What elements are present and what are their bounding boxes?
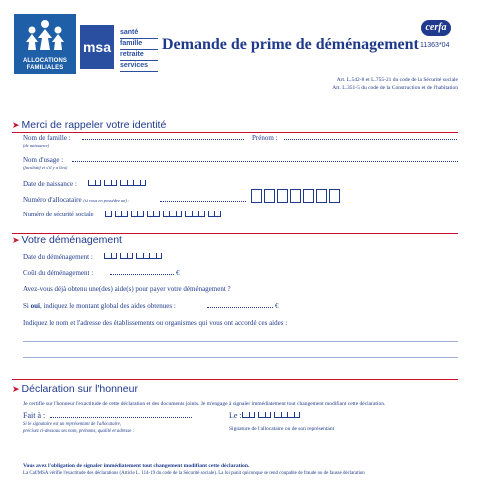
usage-name-field[interactable] — [72, 161, 458, 162]
section-divider — [12, 132, 458, 133]
usage-name-label: Nom d'usage : — [23, 156, 64, 164]
caf-people-icon — [22, 18, 68, 52]
caf-logo-text-2: FAMILIALES — [26, 65, 64, 71]
place-field[interactable] — [50, 417, 192, 418]
declaration-heading-text: Déclaration sur l'honneur — [21, 383, 138, 395]
last-name-note: (de naissance) — [23, 143, 50, 148]
organisms-label: Indiquez le nom et l'adresse des établissements ou organismes qui vous ont accordé ces aides : — [23, 319, 288, 327]
cerfa-badge: cerfa — [421, 20, 451, 36]
legal-reference: Art. L.351-5 du code de la Construction et de l'habitation — [332, 85, 458, 91]
usage-name-note: (facultatif et s'il y a lieu) — [23, 165, 68, 170]
birth-date-label: Date de naissance : — [23, 180, 77, 188]
declaration-section-heading — [12, 383, 138, 395]
caf-logo-text-1: ALLOCATIONS — [23, 58, 67, 64]
beneficiary-number-dots — [160, 201, 246, 202]
arrow-icon: ➤ — [12, 120, 20, 130]
euro-sign: € — [275, 302, 279, 310]
organisms-field-line-1[interactable] — [23, 341, 458, 342]
signature-label: Signature de l'allocataire ou de son représentant — [229, 426, 335, 432]
beneficiary-number-field[interactable] — [251, 189, 340, 203]
representative-note-1: Si le signataire est un représentant de l'allocataire, — [23, 422, 122, 427]
date-label: Le : — [229, 411, 242, 420]
aid-amount-oui: oui — [30, 302, 40, 310]
move-cost-field[interactable] — [110, 274, 174, 275]
identity-section-heading — [12, 119, 166, 131]
aid-amount-prefix: Si — [23, 302, 29, 310]
caf-logo — [14, 14, 76, 74]
arrow-icon: ➤ — [12, 384, 20, 394]
legal-reference: Art. L.542-8 et L.755-21 du code de la Sécurité sociale — [336, 77, 458, 83]
footer-legal: La Caf/MSA vérifie l'exactitude des déclarations (Article L. 114-19 du code de la Sécurité sociale). La loi punit quiconque se rend coupable de fraude ou de fausse déclaration — [23, 471, 365, 476]
first-name-field[interactable] — [284, 139, 457, 140]
beneficiary-number-text: Numéro d'allocataire — [23, 196, 82, 204]
msa-logo: msa — [80, 25, 114, 69]
signature-area[interactable] — [229, 436, 459, 458]
first-name-label: Prénom : — [252, 134, 278, 142]
msa-word: santé — [120, 28, 158, 39]
aid-amount-label — [23, 302, 176, 310]
msa-word: famille — [120, 39, 158, 50]
footer-obligation: Vous avez l'obligation de signaler immédiatement tout changement modifiant cette déclaration. — [23, 463, 250, 469]
birth-date-field[interactable] — [88, 180, 146, 186]
section-divider — [12, 379, 458, 380]
last-name-field[interactable] — [82, 139, 244, 140]
arrow-icon: ➤ — [12, 235, 20, 245]
representative-note-2: précisez ci-dessous ses nom, prénoms, qualité et adresse : — [23, 429, 135, 434]
declaration-text: Je certifie sur l'honneur l'exactitude de cette déclaration et des documents joints. Je m'engage à signaler immédiatement tout changement modifiant cette déclaration. — [23, 401, 386, 407]
social-security-field[interactable] — [105, 211, 221, 217]
beneficiary-number-note: (si vous en possédez un) : — [83, 198, 130, 203]
msa-words — [120, 28, 158, 72]
signature-date-field[interactable] — [242, 412, 300, 418]
move-cost-label: Coût du déménagement : — [23, 269, 94, 277]
aid-question: Avez-vous déjà obtenu une(des) aide(s) pour payer votre déménagement ? — [23, 285, 231, 293]
page-title: Demande de prime de déménagement — [162, 36, 419, 53]
msa-word: retraite — [120, 50, 158, 61]
msa-word: services — [120, 61, 158, 72]
move-section-heading — [12, 234, 122, 246]
aid-amount-suffix: , indiquez le montant global des aides obtenues : — [39, 302, 176, 310]
move-date-field[interactable] — [104, 253, 162, 259]
legal-references — [332, 76, 458, 92]
identity-heading-text: Merci de rappeler votre identité — [21, 119, 167, 131]
move-heading-text: Votre déménagement — [21, 234, 122, 246]
move-date-label: Date du déménagement : — [23, 253, 93, 261]
social-security-label: Numéro de sécurité sociale — [23, 211, 94, 218]
organisms-field-line-2[interactable] — [23, 357, 458, 358]
place-label: Fait à : — [23, 411, 46, 420]
beneficiary-number-label — [23, 196, 129, 204]
cerfa-number: 11363*04 — [420, 42, 450, 49]
last-name-label: Nom de famille : — [23, 134, 71, 142]
euro-sign: € — [176, 269, 180, 277]
aid-amount-field[interactable] — [207, 307, 273, 308]
